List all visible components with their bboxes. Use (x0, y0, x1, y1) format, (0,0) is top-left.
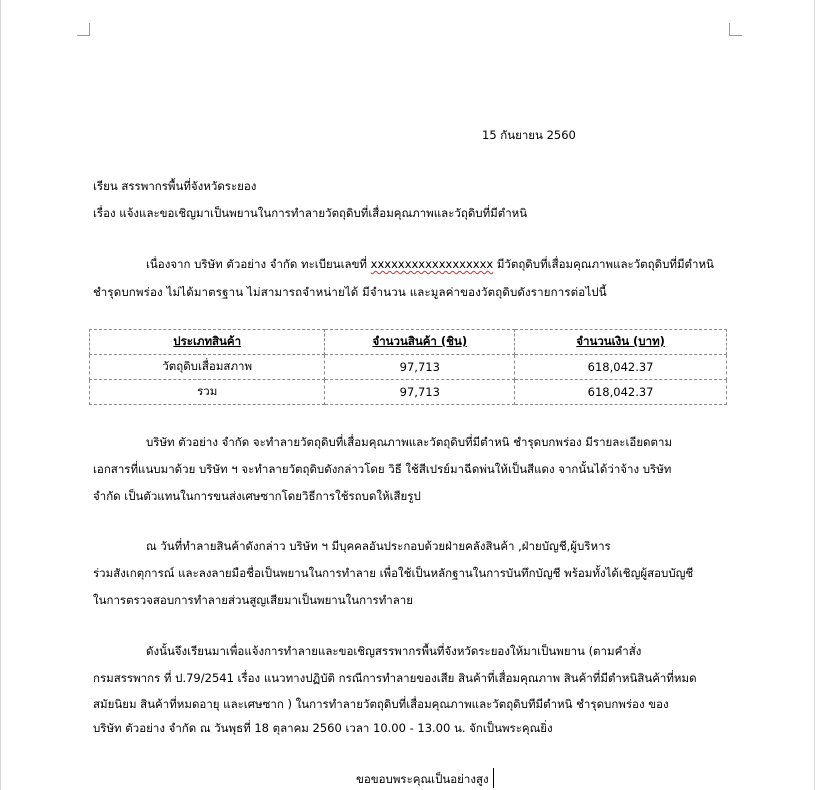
table-row (90, 355, 727, 380)
paragraph-4-line-4[interactable]: บริษัท ตัวอย่าง จำกัด ณ วันพุธที่ 18 ตุลาคม 2560 เวลา 10.00 - 13.00 น. จักเป็นพระคุณยิ่ง (93, 721, 553, 735)
table-cell[interactable]: 97,713 (325, 380, 515, 405)
paragraph-4-line-3[interactable]: สมัยนิยม สินค้าที่หมดอายุ และเศษซาก ) ในการทำลายวัตถุดิบที่เสื่อมคุณภาพและวัตถุดิบทีมีตำหนิ ชำรุดบกพร่อง ของ (93, 697, 669, 711)
closing-line[interactable]: ขอขอบพระคุณเป็นอย่างสูง (356, 772, 489, 786)
paragraph-4-line-1[interactable]: ดังนั้นจึงเรียนมาเพื่อแจ้งการทำลายและขอเชิญสรรพากรพื้นที่จังหวัดระยองให้มาเป็นพยาน (ตามคำสั่ง (146, 644, 642, 658)
letter-subject[interactable]: เรื่อง แจ้งและขอเชิญมาเป็นพยานในการทำลายวัตถุดิบที่เสื่อมคุณภาพและวัถุดิบที่มีตำหนิ (93, 206, 528, 220)
header-quantity: จำนวนสินค้า (ชิน) (372, 334, 468, 348)
table-cell[interactable]: วัตถุดิบเสื่อมสภาพ (90, 355, 325, 380)
paragraph-3-line-2[interactable]: ร่วมสังเกตุการณ์ และลงลายมือชื่อเป็นพยานในการทำลาย เพื่อใช้เป็นหลักฐานในการบันทึกบัญชี พร้อมทั้งได้เชิญผู้สอบบัญชี (93, 566, 694, 580)
paragraph-1-line-2[interactable]: ชำรุดบกพร่อง ไม่ได้มาตรฐาน ไม่สามารถจำหน่ายได้ มีจำนวน และมูลค่าของวัตถุดิบดังรายการต่อไปนี้ (93, 285, 607, 299)
paragraph-1-line-1[interactable] (146, 256, 714, 272)
table-cell[interactable]: 97,713 (325, 355, 515, 380)
table-cell[interactable]: 618,042.37 (515, 380, 727, 405)
table-header-row (90, 330, 727, 355)
paragraph-3-line-1[interactable]: ณ วันที่ทำลายสินค้าดังกล่าว บริษัท ฯ มีบุคคลอันประกอบด้วยฝ่ายคลังสินค้า ,ฝ่ายบัญชี,ผู้บริหาร (146, 539, 611, 553)
table-row-total (90, 380, 727, 405)
tax-id-misspelled[interactable]: xxxxxxxxxxxxxxxxxx (370, 257, 494, 271)
header-product-type: ประเภทสินค้า (173, 334, 242, 348)
table-header-cell[interactable] (325, 330, 515, 355)
paragraph-2-line-1[interactable]: บริษัท ตัวอย่าง จำกัด จะทำลายวัตถุดิบที่เสื่อมคุณภาพและวัตถุดิบที่มีตำหนิ ชำรุดบกพร่อง มีรายละเอียดตาม (146, 435, 673, 449)
table-cell[interactable]: 618,042.37 (515, 355, 727, 380)
letter-recipient[interactable]: เรียน สรรพากรพื้นที่จังหวัดระยอง (93, 179, 257, 193)
margin-corner-top-right (729, 23, 742, 36)
text-cursor (493, 768, 494, 788)
table-cell[interactable]: รวม (90, 380, 325, 405)
paragraph-1-text-before: เนื่องจาก บริษัท ตัวอย่าง จำกัด ทะเบียนเลขที่ (146, 257, 371, 271)
letter-date[interactable]: 15 กันยายน 2560 (482, 128, 576, 142)
paragraph-3-line-3[interactable]: ในการตรวจสอบการทำลายส่วนสูญเสียมาเป็นพยานในการทำลาย (93, 593, 413, 607)
items-table[interactable] (89, 329, 727, 405)
paragraph-1-text-after: มีวัตถุดิบที่เสื่อมคุณภาพและวัตถุดิบที่มีตำหนิ (493, 257, 714, 271)
margin-corner-top-left (77, 23, 90, 36)
header-amount: จำนวนเงิน (บาท) (576, 334, 665, 348)
table-header-cell[interactable] (90, 330, 325, 355)
paragraph-4-line-2[interactable]: กรมสรรพากร ที่ ป.79/2541 เรื่อง แนวทางปฏิบัติ กรณีการทำลายของเสีย สินค้าที่เสื่อมคุณภาพ สินค้าที่มีตำหนิสินค้าที่หมด (93, 671, 697, 685)
table-header-cell[interactable] (515, 330, 727, 355)
paragraph-2-line-3[interactable]: จำกัด เป็นตัวแทนในการขนส่งเศษซากโดยวิธีการใช้รถบดให้เสียรูป (93, 489, 421, 503)
paragraph-2-line-2[interactable]: เอกสารที่แนบมาด้วย บริษัท ฯ จะทำลายวัตถุดิบดังกล่าวโดย วิธี ใช้สีเปรย์มาฉีดพ่นให้เป็นสีแดง จากนั้นได้ว่าจ้าง บริษัท (93, 462, 672, 476)
